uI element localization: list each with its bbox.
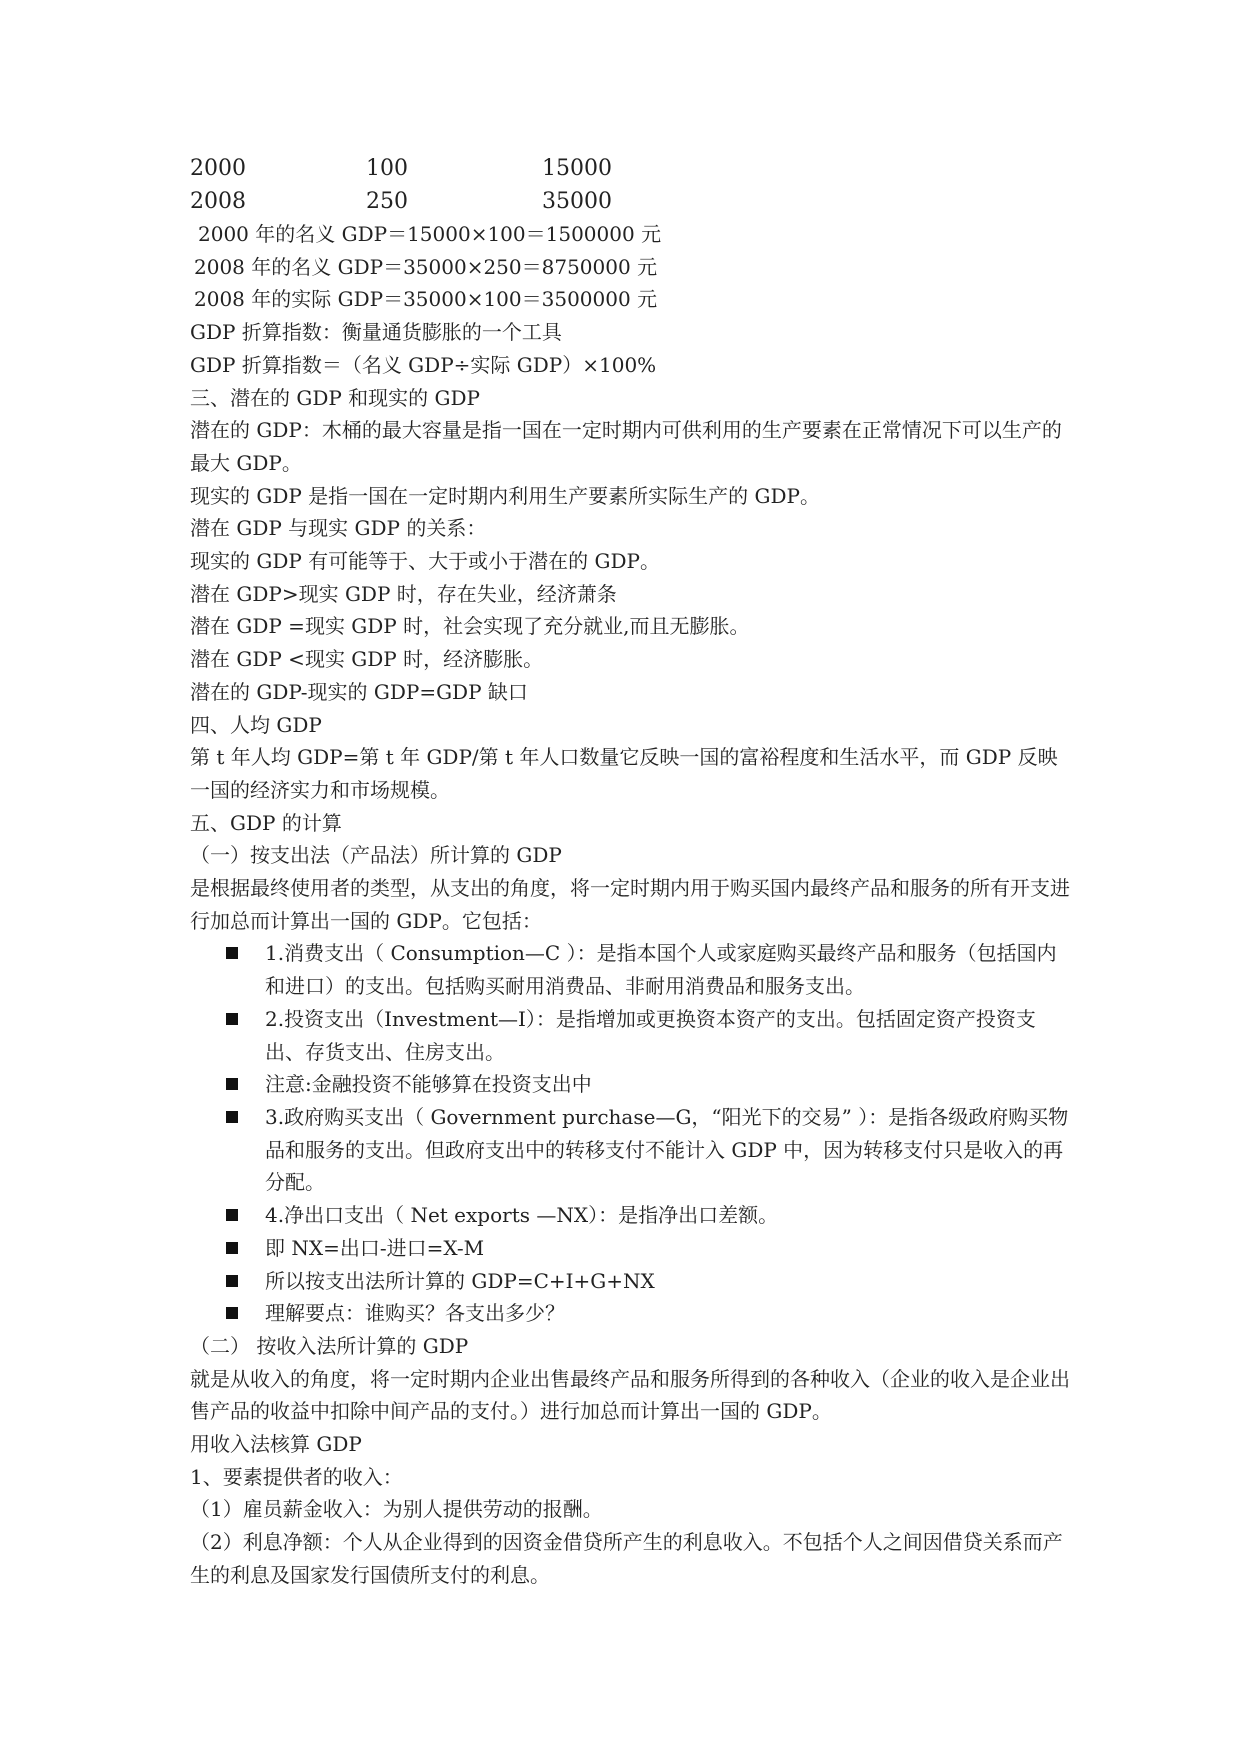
square-bullet-icon bbox=[226, 1209, 238, 1221]
square-bullet-icon bbox=[226, 1275, 238, 1287]
table-cell: 250 bbox=[366, 189, 408, 214]
relation-line: 潜在 GDP =现实 GDP 时，社会实现了充分就业,而且无膨胀。 bbox=[190, 614, 750, 639]
subsection-heading: （一）按支出法（产品法）所计算的 GDP bbox=[190, 843, 562, 868]
list-item-text: 即 NX=出口-进口=X-M bbox=[265, 1235, 485, 1260]
list-item-text: 注意:金融投资不能够算在投资支出中 bbox=[265, 1072, 592, 1097]
relation-title: 潜在 GDP 与现实 GDP 的关系： bbox=[190, 516, 487, 541]
section-heading: 五、GDP 的计算 bbox=[190, 810, 342, 835]
square-bullet-icon bbox=[226, 1307, 238, 1319]
table-row bbox=[190, 185, 1070, 218]
income-intro: 就是从收入的角度，将一定时期内企业出售最终产品和服务所得到的各种收入（企业的收入是企业出售产品的收益中扣除中间产品的支付。）进行加总而计算出一国的 GDP。 bbox=[190, 1366, 1070, 1424]
list-item-text: 理解要点：谁购买？各支出多少？ bbox=[265, 1301, 565, 1326]
calculation-line: 2000 年的名义 GDP＝15000×100＝1500000 元 bbox=[198, 222, 662, 246]
list-item-text: 2.投资支出（Investment—I）：是指增加或更换资本资产的支出。包括固定资产投资支出、存货支出、住房支出。 bbox=[265, 1006, 1036, 1064]
list-item bbox=[190, 1297, 1070, 1330]
calculation-line: 2008 年的名义 GDP＝35000×250＝8750000 元 bbox=[194, 254, 658, 279]
relation-line: 现实的 GDP 有可能等于、大于或小于潜在的 GDP。 bbox=[190, 549, 661, 574]
square-bullet-icon bbox=[226, 1242, 238, 1254]
factor-income-title: 1、要素提供者的收入： bbox=[190, 1464, 403, 1489]
deflator-definition: GDP 折算指数：衡量通货膨胀的一个工具 bbox=[190, 320, 562, 345]
section-heading: 三、潜在的 GDP 和现实的 GDP bbox=[190, 385, 481, 410]
table-cell: 2008 bbox=[190, 189, 246, 214]
table-cell: 100 bbox=[366, 156, 408, 181]
table-row bbox=[190, 152, 1070, 185]
table-cell: 35000 bbox=[542, 189, 612, 214]
wages-item: （1）雇员薪金收入：为别人提供劳动的报酬。 bbox=[190, 1497, 603, 1522]
table-cell: 2000 bbox=[190, 156, 246, 181]
list-item bbox=[190, 1199, 1070, 1232]
relation-line: 潜在 GDP <现实 GDP 时，经济膨胀。 bbox=[190, 647, 544, 672]
interest-item: （2）利息净额：个人从企业得到的因资金借贷所产生的利息收入。不包括个人之间因借贷关系而产生的利息及国家发行国债所支付的利息。 bbox=[190, 1530, 1063, 1587]
expenditure-list bbox=[190, 937, 1070, 1329]
list-item-text: 1.消费支出（ Consumption—C ）：是指本国个人或家庭购买最终产品和服务（包括国内和进口）的支出。包括购买耐用消费品、非耐用消费品和服务支出。 bbox=[265, 941, 1057, 999]
square-bullet-icon bbox=[226, 1111, 238, 1123]
per-capita-gdp-text: 第 t 年人均 GDP=第 t 年 GDP/第 t 年人口数量它反映一国的富裕程度和生活水平，而 GDP 反映一国的经济实力和市场规模。 bbox=[190, 745, 1058, 802]
deflator-formula: GDP 折算指数＝（名义 GDP÷实际 GDP）×100% bbox=[190, 352, 657, 377]
square-bullet-icon bbox=[226, 1013, 238, 1025]
income-method-title: 用收入法核算 GDP bbox=[190, 1432, 362, 1457]
list-item bbox=[190, 1265, 1070, 1298]
list-item bbox=[190, 937, 1070, 1002]
section-heading: 四、人均 GDP bbox=[190, 712, 322, 737]
subsection-heading: （二） 按收入法所计算的 GDP bbox=[190, 1333, 469, 1358]
square-bullet-icon bbox=[226, 1078, 238, 1090]
expenditure-intro: 是根据最终使用者的类型，从支出的角度，将一定时期内用于购买国内最终产品和服务的所有开支进行加总而计算出一国的 GDP。它包括： bbox=[190, 876, 1070, 933]
list-item bbox=[190, 1232, 1070, 1265]
relation-line: 潜在 GDP>现实 GDP 时，存在失业，经济萧条 bbox=[190, 581, 617, 606]
list-item-text: 3.政府购买支出（ Government purchase—G，“阳光下的交易” ）：是指各级政府购买物品和服务的支出。但政府支出中的转移支付不能计入 GDP 中，因为转移支付只是收入的再分配。 bbox=[265, 1104, 1069, 1195]
relation-line: 潜在的 GDP-现实的 GDP=GDP 缺口 bbox=[190, 679, 528, 704]
potential-gdp-definition: 潜在的 GDP：木桶的最大容量是指一国在一定时期内可供利用的生产要素在正常情况下可以生产的最大 GDP。 bbox=[190, 418, 1062, 475]
list-item-text: 4.净出口支出（ Net exports —NX）：是指净出口差额。 bbox=[265, 1203, 779, 1228]
list-item bbox=[190, 1003, 1070, 1068]
calculation-line: 2008 年的实际 GDP＝35000×100＝3500000 元 bbox=[194, 287, 658, 312]
list-item bbox=[190, 1068, 1070, 1101]
list-item bbox=[190, 1101, 1070, 1199]
list-item-text: 所以按支出法所计算的 GDP=C+I+G+NX bbox=[265, 1268, 655, 1293]
actual-gdp-definition: 现实的 GDP 是指一国在一定时期内利用生产要素所实际生产的 GDP。 bbox=[190, 483, 821, 508]
square-bullet-icon bbox=[226, 947, 238, 959]
document-page bbox=[190, 152, 1070, 1592]
table-cell: 15000 bbox=[542, 156, 612, 181]
